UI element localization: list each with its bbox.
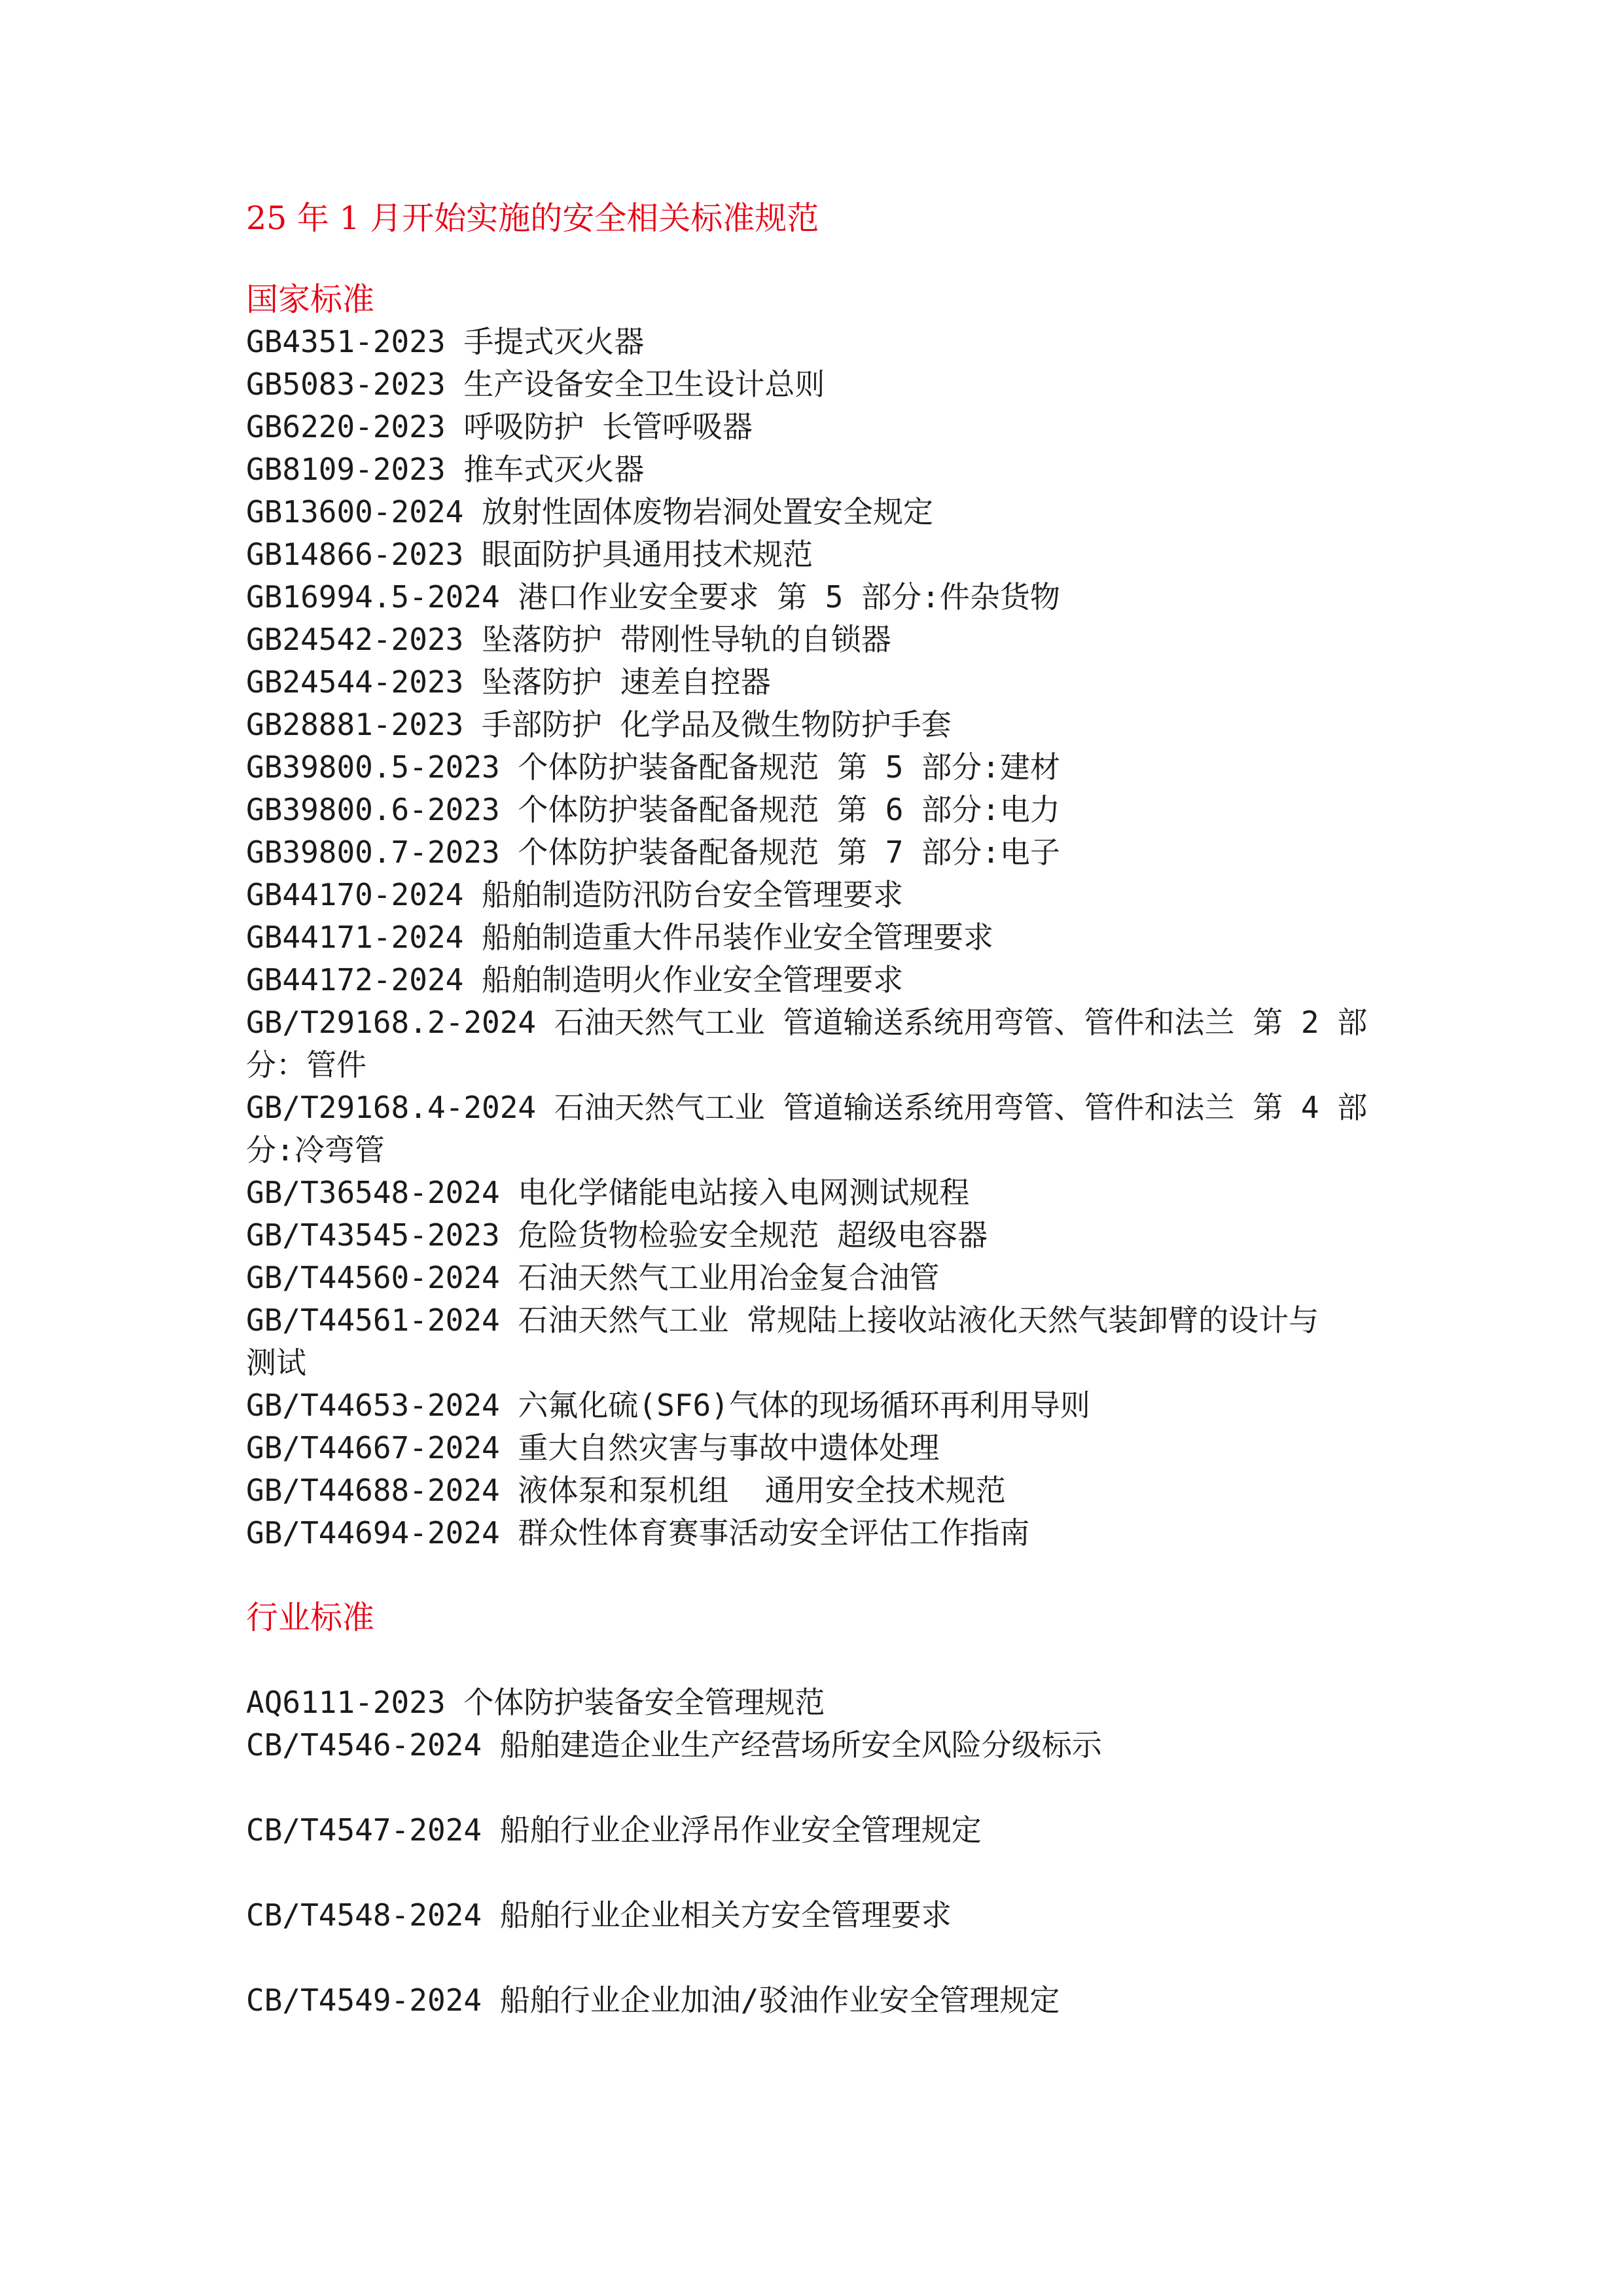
standard-line: GB16994.5-2024 港口作业安全要求 第 5 部分:件杂货物 xyxy=(246,579,1060,615)
blank-line xyxy=(246,1937,1424,1979)
standard-line: CB/T4548-2024 船舶行业企业相关方安全管理要求 xyxy=(246,1897,952,1933)
standard-line: GB39800.7-2023 个体防护装备配备规范 第 7 部分:电子 xyxy=(246,834,1060,870)
national-standards-heading: 国家标准 xyxy=(246,281,375,318)
standard-line: GB4351-2023 手提式灭火器 xyxy=(246,324,645,359)
standard-line: GB/T29168.4-2024 石油天然气工业 管道输送系统用弯管、管件和法兰 第 4 部 xyxy=(246,1090,1368,1125)
standard-line: GB5083-2023 生产设备安全卫生设计总则 xyxy=(246,367,825,402)
blank-line xyxy=(246,1852,1424,1894)
standard-line: GB24544-2023 坠落防护 速差自控器 xyxy=(246,664,771,700)
standard-line: GB/T36548-2024 电化学储能电站接入电网测试规程 xyxy=(246,1175,970,1210)
industry-standards-list xyxy=(246,1681,1424,2022)
industry-standards-heading: 行业标准 xyxy=(246,1599,375,1636)
standard-line: GB/T44694-2024 群众性体育赛事活动安全评估工作指南 xyxy=(246,1515,1030,1551)
standard-line: AQ6111-2023 个体防护装备安全管理规范 xyxy=(246,1685,825,1720)
standard-line: GB8109-2023 推车式灭火器 xyxy=(246,452,645,487)
standard-line: GB/T44561-2024 石油天然气工业 常规陆上接收站液化天然气装卸臂的设计与 xyxy=(246,1302,1319,1338)
document-title: 25 年 1 月开始实施的安全相关标准规范 xyxy=(246,200,819,237)
standard-line: GB/T44688-2024 液体泵和泵机组 通用安全技术规范 xyxy=(246,1473,1006,1508)
standard-line: GB/T44560-2024 石油天然气工业用冶金复合油管 xyxy=(246,1260,940,1295)
standard-line: GB6220-2023 呼吸防护 长管呼吸器 xyxy=(246,409,753,444)
national-standards-list xyxy=(246,321,1424,1554)
standard-line: GB44172-2024 船舶制造明火作业安全管理要求 xyxy=(246,962,904,997)
standard-line: GB39800.6-2023 个体防护装备配备规范 第 6 部分:电力 xyxy=(246,792,1060,827)
standard-line: GB/T44667-2024 重大自然灾害与事故中遗体处理 xyxy=(246,1430,940,1465)
standard-line: GB39800.5-2023 个体防护装备配备规范 第 5 部分:建材 xyxy=(246,749,1060,785)
standard-line: GB28881-2023 手部防护 化学品及微生物防护手套 xyxy=(246,707,952,742)
standard-line: GB/T44653-2024 六氟化硫(SF6)气体的现场循环再利用导则 xyxy=(246,1388,1090,1423)
section-spacer xyxy=(246,1554,1424,1597)
standard-line: GB44171-2024 船舶制造重大件吊装作业安全管理要求 xyxy=(246,920,994,955)
standard-line: CB/T4547-2024 船舶行业企业浮吊作业安全管理规定 xyxy=(246,1812,982,1848)
document-page xyxy=(246,198,1424,2022)
standard-line: GB/T43545-2023 危险货物检验安全规范 超级电容器 xyxy=(246,1217,988,1253)
standard-line-continuation: 分：管件 xyxy=(246,1047,366,1083)
standard-line: GB13600-2024 放射性固体废物岩洞处置安全规定 xyxy=(246,494,934,529)
standard-line: GB/T29168.2-2024 石油天然气工业 管道输送系统用弯管、管件和法兰 第 2 部 xyxy=(246,1005,1368,1040)
standard-line: CB/T4549-2024 船舶行业企业加油/驳油作业安全管理规定 xyxy=(246,1982,1060,2018)
standard-line: CB/T4546-2024 船舶建造企业生产经营场所安全风险分级标示 xyxy=(246,1727,1102,1763)
standard-line: GB24542-2023 坠落防护 带刚性导轨的自锁器 xyxy=(246,622,891,657)
standard-line: GB14866-2023 眼面防护具通用技术规范 xyxy=(246,537,813,572)
section-spacer xyxy=(246,1639,1424,1681)
standard-line-continuation: 测试 xyxy=(246,1345,306,1380)
standard-line: GB44170-2024 船舶制造防汛防台安全管理要求 xyxy=(246,877,904,912)
blank-line xyxy=(246,1767,1424,1809)
standard-line-continuation: 分:冷弯管 xyxy=(246,1132,385,1168)
